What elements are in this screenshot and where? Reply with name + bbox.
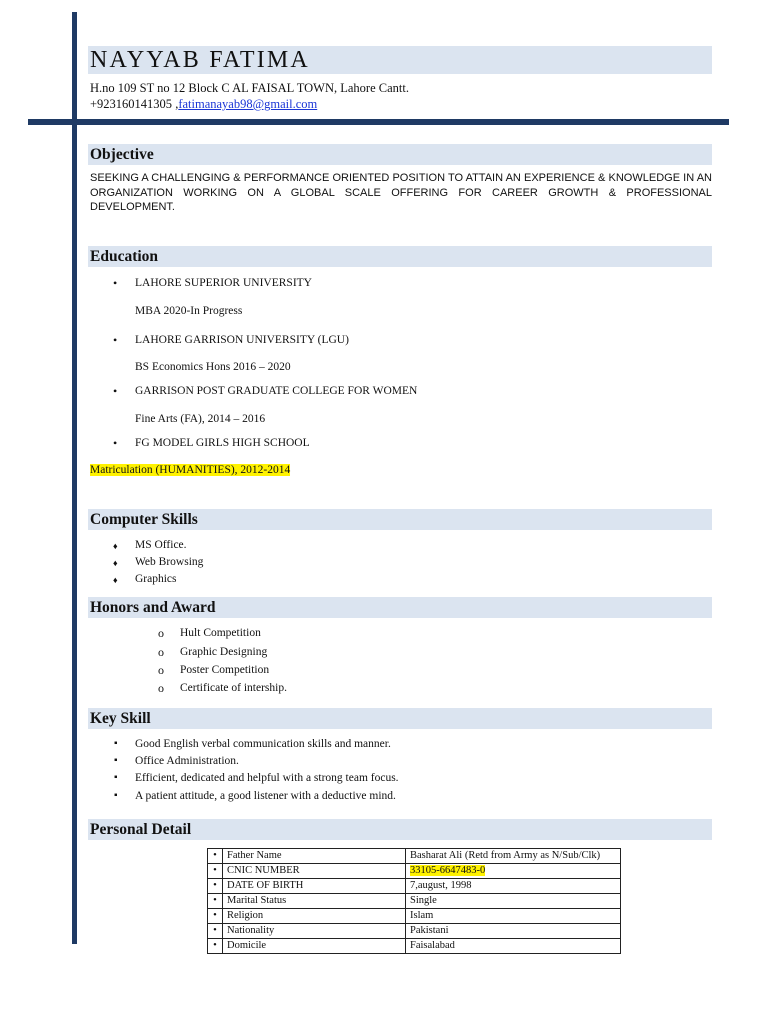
contact-line: [90, 97, 317, 112]
education-detail: [90, 463, 290, 477]
computer-skills-title: Computer Skills: [90, 511, 198, 528]
bullet-round-icon: •: [113, 436, 118, 450]
honor-item: Hult Competition: [180, 627, 261, 639]
row-value: Single: [406, 894, 621, 909]
objective-text: SEEKING A CHALLENGING & PERFORMANCE ORIENTED POSITION TO ATTAIN AN EXPERIENCE & KNOWLEDGE IN AN ORGANIZATION WORKING ON A GLOBAL SCALE OFFERING FOR CAREER GROWTH & PROFESSIONAL DEVELOPMENT.: [90, 172, 712, 213]
computer-skill-item: MS Office.: [135, 539, 187, 551]
bullet-round-icon: •: [208, 849, 223, 864]
row-label: CNIC NUMBER: [223, 864, 406, 879]
circle-bullet-icon: o: [158, 626, 164, 640]
address: H.no 109 ST no 12 Block C AL FAISAL TOWN, Lahore Cantt.: [90, 81, 409, 95]
honor-item: Poster Competition: [180, 664, 270, 676]
honors-title: Honors and Award: [90, 599, 216, 616]
table-row: [208, 924, 621, 939]
highlighted-text: Matriculation (HUMANITIES), 2012-2014: [90, 464, 291, 476]
candidate-name: NAYYAB FATIMA: [90, 47, 310, 73]
header-divider-bar: [28, 119, 729, 125]
computer-skills-section-header: [88, 509, 712, 530]
bullet-round-icon: •: [208, 879, 223, 894]
highlighted-text: 33105-6647483-0: [410, 865, 486, 876]
objective-section-header: [88, 144, 712, 165]
row-label: Father Name: [223, 849, 406, 864]
diamond-bullet-icon: ♦: [113, 558, 118, 568]
education-school: GARRISON POST GRADUATE COLLEGE FOR WOMEN: [135, 385, 418, 397]
key-skill-item: Efficient, dedicated and helpful with a strong team focus.: [135, 772, 399, 784]
personal-detail-section-header: [88, 819, 712, 840]
row-value: [406, 864, 621, 879]
bullet-round-icon: •: [208, 924, 223, 939]
bullet-round-icon: •: [113, 333, 118, 347]
table-row: [208, 909, 621, 924]
bullet-round-icon: •: [208, 909, 223, 924]
table-row: [208, 894, 621, 909]
education-detail: MBA 2020-In Progress: [135, 305, 243, 317]
personal-detail-title: Personal Detail: [90, 821, 192, 838]
key-skill-item: Office Administration.: [135, 755, 239, 767]
education-detail: Fine Arts (FA), 2014 – 2016: [135, 413, 266, 425]
row-value: Basharat Ali (Retd from Army as N/Sub/Clk): [406, 849, 621, 864]
computer-skill-item: Web Browsing: [135, 556, 204, 568]
row-value: 7,august, 1998: [406, 879, 621, 894]
personal-detail-table: [207, 848, 621, 954]
table-row: [208, 864, 621, 879]
key-skill-item: Good English verbal communication skills and manner.: [135, 738, 391, 750]
row-label: Nationality: [223, 924, 406, 939]
objective-title: Objective: [90, 146, 154, 163]
education-school: LAHORE GARRISON UNIVERSITY (LGU): [135, 334, 349, 346]
square-bullet-icon: ▪: [114, 772, 118, 783]
row-label: Domicile: [223, 939, 406, 954]
key-skill-item: A patient attitude, a good listener with a deductive mind.: [135, 790, 396, 802]
honor-item: Certificate of intership.: [180, 682, 287, 694]
email-separator: ,: [172, 97, 179, 111]
bullet-round-icon: •: [113, 276, 118, 290]
honor-item: Graphic Designing: [180, 646, 268, 658]
honors-section-header: [88, 597, 712, 618]
bullet-round-icon: •: [208, 939, 223, 954]
bullet-round-icon: •: [113, 384, 118, 398]
education-section-header: [88, 246, 712, 267]
circle-bullet-icon: o: [158, 663, 164, 677]
computer-skill-item: Graphics: [135, 573, 177, 585]
square-bullet-icon: ▪: [114, 755, 118, 766]
table-row: [208, 879, 621, 894]
table-row: [208, 849, 621, 864]
education-school: FG MODEL GIRLS HIGH SCHOOL: [135, 437, 310, 449]
row-value: Islam: [406, 909, 621, 924]
row-label: Religion: [223, 909, 406, 924]
key-skill-title: Key Skill: [90, 710, 151, 727]
circle-bullet-icon: o: [158, 681, 164, 695]
education-title: Education: [90, 248, 159, 265]
bullet-round-icon: •: [208, 894, 223, 909]
row-value: Faisalabad: [406, 939, 621, 954]
diamond-bullet-icon: ♦: [113, 541, 118, 551]
key-skill-section-header: [88, 708, 712, 729]
circle-bullet-icon: o: [158, 645, 164, 659]
bullet-round-icon: •: [208, 864, 223, 879]
table-row: [208, 939, 621, 954]
row-label: Marital Status: [223, 894, 406, 909]
email-link[interactable]: fatimanayab98@gmail.com: [178, 97, 318, 111]
education-school: LAHORE SUPERIOR UNIVERSITY: [135, 277, 312, 289]
square-bullet-icon: ▪: [114, 738, 118, 749]
row-label: DATE OF BIRTH: [223, 879, 406, 894]
row-value: Pakistani: [406, 924, 621, 939]
left-accent-bar: [72, 12, 77, 944]
phone: +923160141305: [90, 97, 173, 111]
diamond-bullet-icon: ♦: [113, 575, 118, 585]
square-bullet-icon: ▪: [114, 790, 118, 801]
education-detail: BS Economics Hons 2016 – 2020: [135, 361, 291, 373]
